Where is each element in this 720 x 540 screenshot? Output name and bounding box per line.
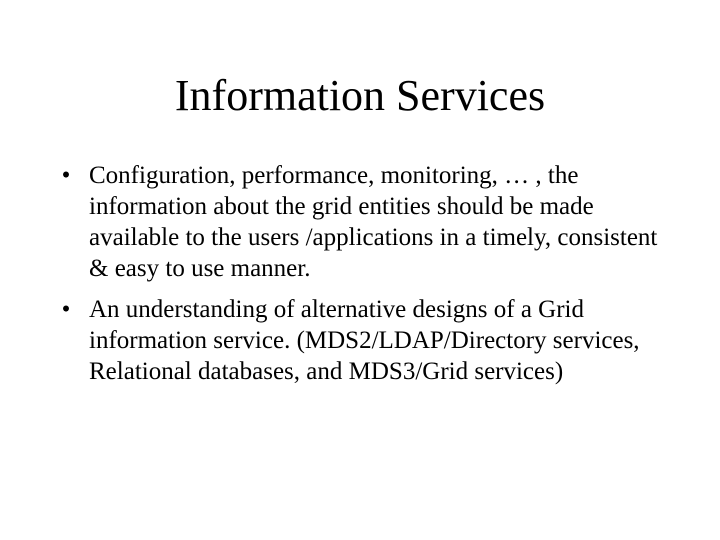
bullet-item	[56, 160, 676, 284]
bullet-list	[56, 160, 676, 397]
bullet-text: Configuration, performance, monitoring, … , the information about the grid entities should be made available to the users /applications in a timely, consistent & easy to use manner.	[89, 162, 658, 282]
bullet-icon: •	[61, 296, 71, 323]
bullet-item	[56, 294, 676, 387]
bullet-text: An understanding of alternative designs of a Grid information service. (MDS2/LDAP/Directory services, Relational databases, and MDS3/Grid services)	[89, 296, 640, 385]
bullet-icon: •	[61, 162, 71, 189]
slide-title: Information Services	[174, 71, 546, 120]
